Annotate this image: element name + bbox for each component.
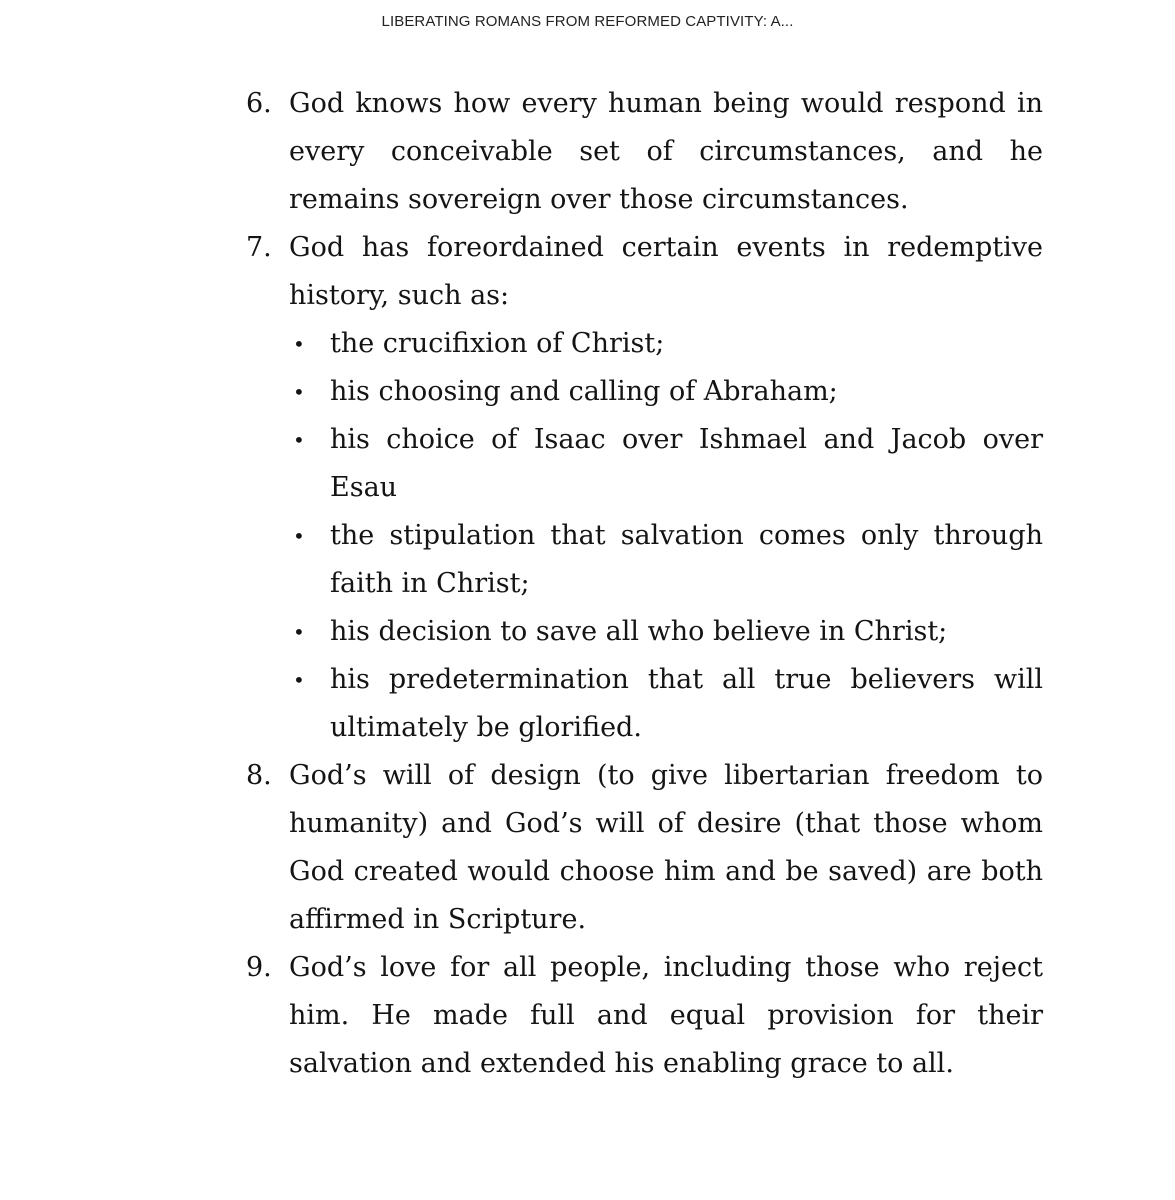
bullet-item xyxy=(289,416,1043,512)
bullet-icon: • xyxy=(293,332,305,356)
bullet-text: the crucifixion of Christ; xyxy=(330,328,665,359)
bullet-text: his choosing and calling of Abraham; xyxy=(330,376,838,407)
list-item-text: God knows how every human being would respond in every conceivable set of circumstances, and he remains sovereign over those circumstances. xyxy=(289,88,1043,215)
bullet-icon: • xyxy=(293,380,305,404)
list-item-6 xyxy=(240,80,1043,224)
list-item-9 xyxy=(240,944,1043,1088)
list-number: 8. xyxy=(246,760,272,791)
list-number: 7. xyxy=(246,232,272,263)
bullet-icon: • xyxy=(293,620,305,644)
bullet-item xyxy=(289,320,1043,368)
list-item-text: God has foreordained certain events in redemptive history, such as: xyxy=(289,232,1043,311)
bullet-icon: • xyxy=(293,524,305,548)
bullet-text: his decision to save all who believe in Christ; xyxy=(330,616,948,647)
list-item-text: God’s love for all people, including those who reject him. He made full and equal provision for their salvation and extended his enabling grace to all. xyxy=(289,952,1043,1079)
list-item-7 xyxy=(240,224,1043,752)
bullet-icon: • xyxy=(293,428,305,452)
list-number: 6. xyxy=(246,88,272,119)
page-content xyxy=(240,80,1043,1088)
bullet-list xyxy=(289,320,1043,752)
bullet-icon: • xyxy=(293,668,305,692)
bullet-item xyxy=(289,608,1043,656)
bullet-text: his predetermination that all true believers will ultimately be glorified. xyxy=(330,664,1043,743)
bullet-text: his choice of Isaac over Ishmael and Jacob over Esau xyxy=(330,424,1043,503)
bullet-text: the stipulation that salvation comes only through faith in Christ; xyxy=(330,520,1043,599)
book-title-header: LIBERATING ROMANS FROM REFORMED CAPTIVITY: A... xyxy=(381,13,794,30)
bullet-item xyxy=(289,368,1043,416)
list-item-text: God’s will of design (to give libertarian freedom to humanity) and God’s will of desire (that those whom God created would choose him and be saved) are both affirmed in Scripture. xyxy=(289,760,1043,935)
list-item-8 xyxy=(240,752,1043,944)
bullet-item xyxy=(289,656,1043,752)
bullet-item xyxy=(289,512,1043,608)
list-number: 9. xyxy=(246,952,272,983)
